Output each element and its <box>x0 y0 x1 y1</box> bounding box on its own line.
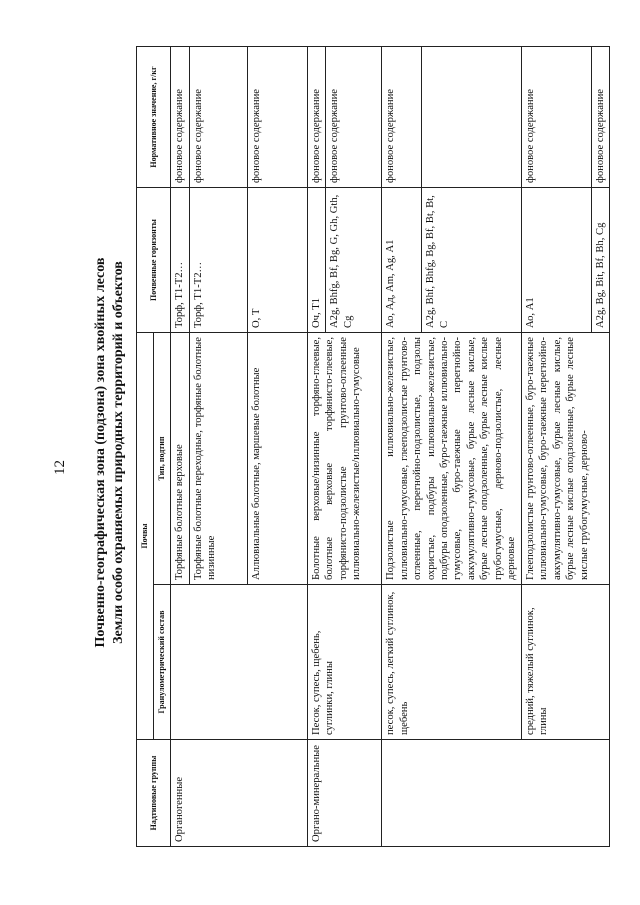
normative-cell: фоновое содержание <box>591 47 609 188</box>
horizons-cell: Торф, Т1-Т2… <box>171 188 189 333</box>
header-normative: Нормативное значение, г/кг <box>137 47 171 188</box>
horizons-cell: Торф, Т1-Т2… <box>189 188 247 333</box>
normative-cell: фоновое содержание <box>171 47 189 188</box>
normative-cell: фоновое содержание <box>521 47 591 188</box>
normative-cell: фоновое содержание <box>307 47 325 188</box>
granulometric-cell: средний, тяжелый суглинок, глины <box>521 585 609 740</box>
normative-cell: фоновое содержание <box>247 47 307 188</box>
header-group: Надтиповые группы <box>137 740 171 847</box>
normative-cell: фоновое содержание <box>326 47 382 188</box>
granulometric-cell: Песок, супесь, щебень, суглинки, глины <box>307 585 381 740</box>
table-row <box>307 47 325 847</box>
horizons-cell: А2g, Bg, Bit, Bf, Bh, Cg <box>591 188 609 333</box>
soil-table <box>136 46 610 847</box>
header-granulometric: Гранулометрический состав <box>154 585 171 740</box>
header-row <box>137 47 154 847</box>
group-cell <box>382 740 610 847</box>
horizons-cell: О, Т <box>247 188 307 333</box>
page-title: Почвенно-географическая зона (подзона) зона хвойных лесов <box>93 257 108 648</box>
group-cell: Органогенные <box>171 740 307 847</box>
page-subtitle: Земли особо охраняемых природных территорий и объектов <box>111 261 126 644</box>
horizons-cell: А2g, Bhf, Bhfg, Bg, Bf, Bt, Bt, C <box>422 188 522 333</box>
table-row <box>521 47 591 847</box>
type-cell: Болотные верховые/низинные торфяно-глеевые, болотные верховые торфянисто-глеевые, торфянисто-подзолистые грунтово-оглеенные иллювиально-железистые/иллювиально-гумусовые <box>307 333 381 585</box>
horizons-cell: А2g, Bhfg, Bf, Bg, G, Gh, Gth, Cg <box>326 188 382 333</box>
granulometric-cell: песок, супесь, легкий суглинок, щебень <box>382 585 522 740</box>
header-type: Тип, подтип <box>154 333 171 585</box>
normative-cell: фоновое содержание <box>382 47 422 188</box>
type-cell: Торфяные болотные переходные, торфяные болотные низинные <box>189 333 247 585</box>
type-cell: Глееподзолистые грунтово-оглеенные, буро-таежные иллювиально-гумусовые, буро-таежные перегнойно-аккумулятивно-гумусовые, бурые лесные кислые, бурые лесные кислые оподзоленные, бурые лесные кислые грубогумусные, дерново- <box>521 333 609 585</box>
group-cell: Органо-минеральные <box>307 740 381 847</box>
normative-cell <box>422 47 522 188</box>
table-row <box>171 47 189 847</box>
type-cell: Торфяные болотные верховые <box>171 333 189 585</box>
horizons-cell: Ао, А1 <box>521 188 591 333</box>
type-cell: Аллювиальные болотные, маршевые болотные <box>247 333 307 585</box>
table-row <box>382 47 422 847</box>
header-soils: Почвы <box>137 333 154 740</box>
type-cell: Подзолистые иллювиально-железистые, иллювиально-гумусовые, глееподзолистые грунтово-оглеенные, перегнойно-подзолистые, подзолы охристые, подбуры иллювиально-железистые, подбуры оподзоленные, буро-таежные иллювиально-гумусовые, буро-таежные перегнойно-аккумулятивно-гумусовые, бурые лесные кислые, бурые лесные оподзоленные, бурые лесные кислые грубогумусные, дерново-подзолистые, лесные дерновые <box>382 333 522 585</box>
horizons-cell: Оч, Т1 <box>307 188 325 333</box>
horizons-cell: Ао, Ад, Аm, Аg, А1 <box>382 188 422 333</box>
page-number: 12 <box>52 460 68 475</box>
granulometric-cell <box>171 585 307 740</box>
header-horizons: Почвенные горизонты <box>137 188 171 333</box>
normative-cell: фоновое содержание <box>189 47 247 188</box>
